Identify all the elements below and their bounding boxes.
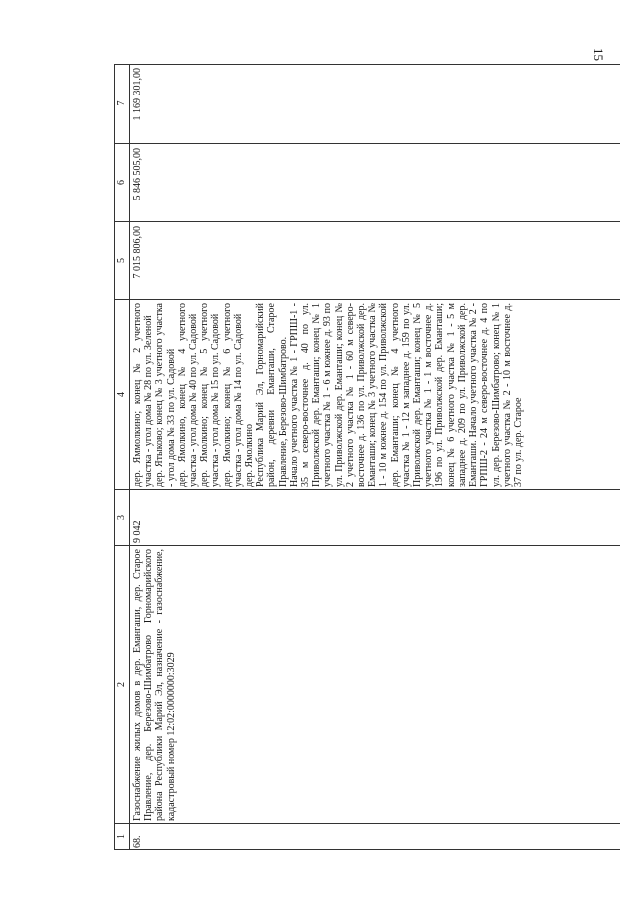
object-length: 9 042 bbox=[132, 520, 143, 543]
header-col-3: 3 bbox=[115, 489, 129, 545]
object-name: Газоснабжение жилых домов в дер. Емангаши, дер. Старое Правление, дер. Березово-Шимбатрово Горномарийского района Республики Марий Эл, назначение - газоснабжение, кадастровый номер 12:02:0000000:3029 bbox=[132, 549, 177, 821]
value-col-7: 1 169 301,00 bbox=[132, 68, 143, 121]
header-col-5: 5 bbox=[115, 221, 129, 299]
rotated-table bbox=[114, 64, 620, 850]
table-header-row bbox=[114, 64, 130, 850]
header-col-4: 4 bbox=[115, 299, 129, 489]
table-row bbox=[130, 64, 620, 850]
page-number: 15 bbox=[591, 48, 606, 61]
header-col-1: 1 bbox=[115, 823, 129, 849]
value-col-6: 5 846 505,00 bbox=[132, 148, 143, 201]
header-col-2: 2 bbox=[115, 545, 129, 823]
value-col-5: 7 015 806,00 bbox=[132, 226, 143, 279]
description-continuation: дер. Яммолкино; конец № 2 учетного участка - угол дома № 28 по ул. Зеленой дер. Ятыково; конец № 3 учетного участка - угол дома № 33 по ул. Садовой дер. Ямолкино, конец № 4 учетного участка - угол дома № 40 по ул. Садовой дер. Ямолкино; конец № 5 учетного участка - угол дома № 15 по ул. Садовой дер. Ямолкино; конец № 6 учетного участка - угол дома № 14 по ул. Садовой дер. Ямолкино bbox=[132, 303, 256, 487]
header-col-7: 7 bbox=[116, 100, 127, 106]
object-description bbox=[130, 300, 620, 490]
header-col-6: 6 bbox=[115, 143, 129, 221]
row-number: 68. bbox=[132, 835, 143, 848]
description-main: Республика Марий Эл, Горномарийский район, деревни Еманташи, Старое Правление, Березово-Шимбатрово. Начало учетного участка № 1 - ГРПШ-1 - 35 м северо-восточнее д. 40 по ул. Приволжской дер. Еманташи; конец № 1 учетного участка № 1 - 6 м южнее д. 93 по ул. Приволжской дер. Еманташи; конец № 2 учетного участка № 1 - 60 м северо-восточнее д. 136 по ул. Приволжской дер. Еманташи; конец № 3 учетного участка № 1 - 10 м южнее д. 154 по ул. Приволжской дер. Еманташи; конец № 4 учетного участка № 1 - 12 м западнее д. 159 по ул. Приволжской дер. Еманташи; конец № 5 учетного участка № 1 - 1 м восточнее д. 196 по ул. Приволжской дер. Еманташи; конец № 6 учетного участка № 1 - 5 м западнее д. 209 по ул. Приволжской дер. Еманташи. Начало учетного участка № 2 - ГРПШ-2 - 24 м северо-восточнее д. 4 по ул. дер. Березово-Шимбатрово; конец № 1 учетного участка № 2 - 10 м восточнее д. 37 по ул. дер. Старое bbox=[255, 303, 524, 487]
